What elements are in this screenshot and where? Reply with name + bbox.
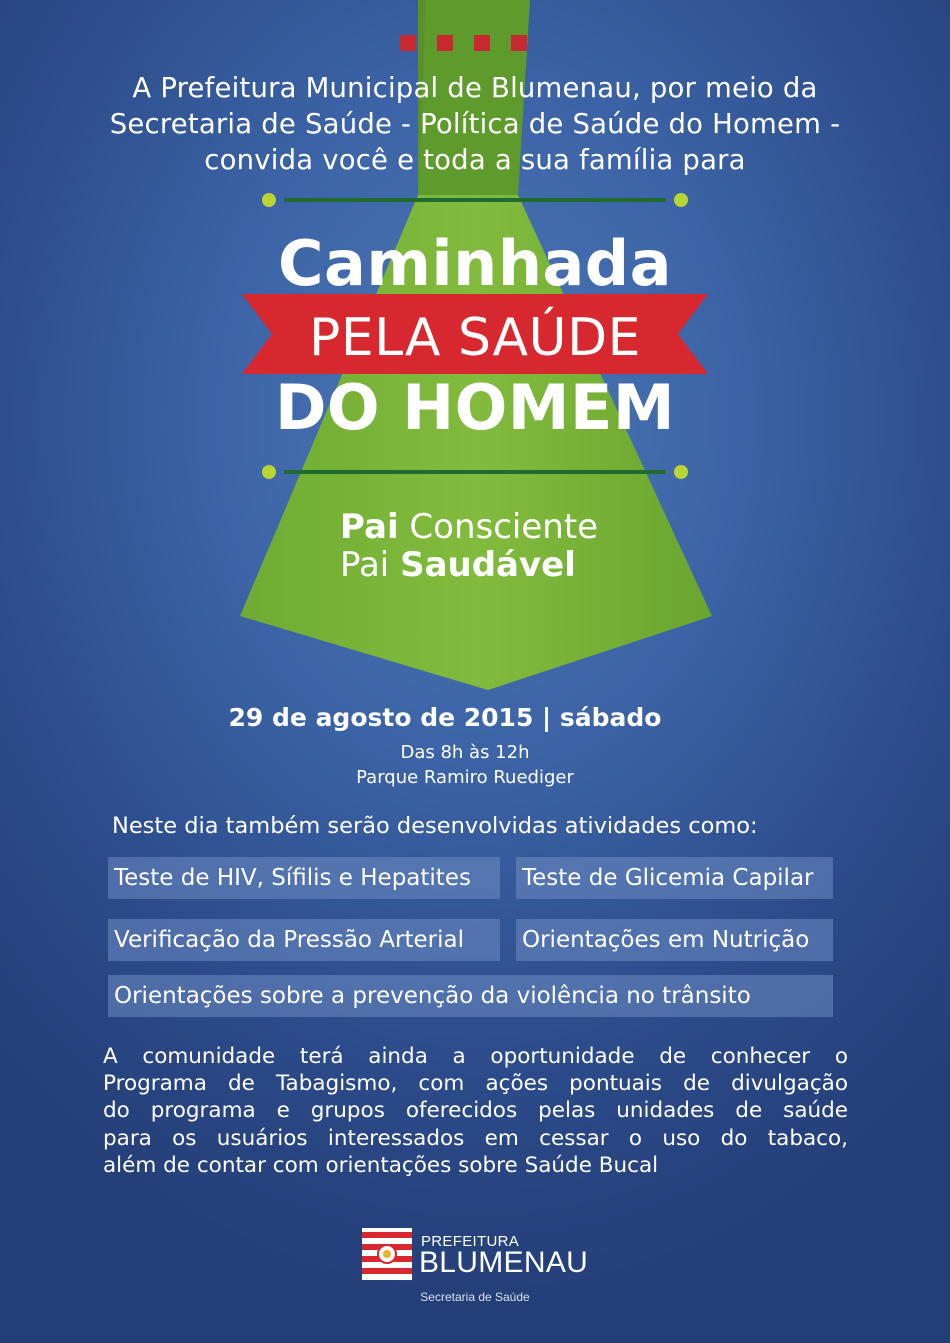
divider-line: [284, 198, 666, 202]
paragraph-line: para os usuários interessados em cessar o uso do tabaco,: [103, 1125, 848, 1151]
lime-dot: [262, 465, 276, 479]
slogan-pai-bold: Pai: [340, 507, 399, 547]
slogan-line-2: [340, 546, 598, 584]
tabagismo-paragraph: [103, 1043, 848, 1179]
logo-prefeitura: PREFEITURA: [421, 1233, 520, 1250]
slogan-pai-light: Pai: [340, 545, 390, 585]
red-square: [511, 35, 527, 51]
paragraph-line: A comunidade terá ainda a oportunidade de conhecer o: [103, 1044, 848, 1069]
event-place: Parque Ramiro Ruediger: [356, 767, 574, 788]
slogan-saudavel: Saudável: [400, 545, 576, 585]
lime-dot: [674, 193, 688, 207]
lime-dot: [262, 193, 276, 207]
event-time: Das 8h às 12h: [400, 742, 530, 763]
intro-line: A Prefeitura Municipal de Blumenau, por meio da: [132, 72, 818, 104]
activity-box: Verificação da Pressão Arterial: [108, 919, 500, 961]
slogan-consciente: Consciente: [409, 507, 599, 547]
red-square: [400, 35, 416, 51]
activity-box: Teste de HIV, Sífilis e Hepatites: [108, 857, 500, 899]
red-square: [474, 35, 490, 51]
paragraph-line: Programa de Tabagismo, com ações pontuais de divulgação: [103, 1071, 848, 1097]
slogan-line-1: [340, 508, 598, 546]
activity-box: Orientações em Nutrição: [516, 919, 833, 961]
event-date: 29 de agosto de 2015 | sábado: [228, 703, 662, 732]
paragraph-line: do programa e grupos oferecidos pelas unidades de saúde: [103, 1098, 848, 1124]
slogan: [340, 508, 598, 584]
paragraph-line: além de contar com orientações sobre Saúde Bucal: [103, 1152, 659, 1178]
intro-line: Secretaria de Saúde - Política de Saúde do Homem -: [109, 108, 841, 140]
red-square: [437, 35, 453, 51]
activity-box: Teste de Glicemia Capilar: [516, 857, 833, 899]
lime-dot: [674, 465, 688, 479]
bottom-divider: [262, 461, 688, 483]
divider-line: [284, 470, 666, 474]
logo-secretaria: Secretaria de Saúde: [420, 1290, 530, 1304]
title-do-homem: DO HOMEM: [274, 371, 676, 444]
activities-heading: Neste dia também serão desenvolvidas atividades como:: [112, 813, 758, 839]
blumenau-flag-logo: [362, 1228, 412, 1280]
intro-text: [40, 70, 910, 178]
decorative-squares: [400, 35, 527, 51]
intro-line: convida você e toda a sua família para: [204, 144, 746, 176]
title-caminhada: Caminhada: [277, 227, 673, 300]
activity-box: Orientações sobre a prevenção da violência no trânsito: [108, 975, 833, 1017]
top-divider: [262, 189, 688, 211]
logo-blumenau: BLUMENAU: [419, 1246, 589, 1279]
title-pela-saude: PELA SAÚDE: [309, 308, 641, 368]
